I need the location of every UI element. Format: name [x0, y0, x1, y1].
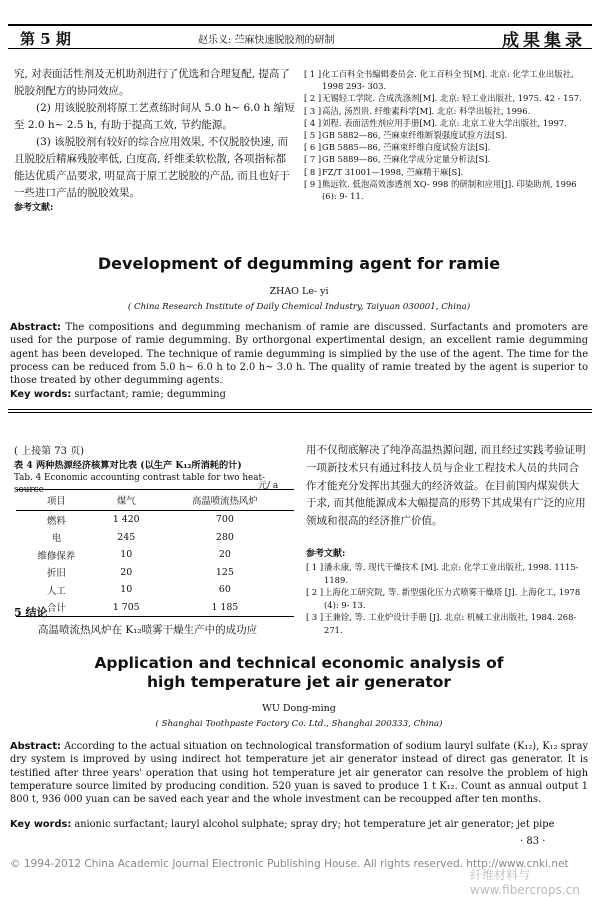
reference-item: [ 4 ] 刘程. 表面活性剂应用手册[M]. 北京: 北京工业大学出版社, 1997. [304, 117, 567, 128]
column-header: 煤气 [97, 490, 156, 511]
article1-title: Development of degumming agent for ramie [97, 254, 501, 273]
table-row: 人工 10 60 [47, 584, 231, 597]
reference-item: [ 5 ] GB 5882—86, 苎麻束纤维断裂强度试验方法[S]. [304, 130, 507, 141]
reference-item: [ 9 ] 熊远钦. 低泡高效渗透剂 XQ- 998 的研制和应用[J]. 印染助剂, 1996 (6): 9- 11. [304, 178, 577, 202]
paragraph: 究, 对表面活性剂及无机助剂进行了优选和合理复配, 提高了脱胶剂配方的协同效应。 [14, 68, 290, 97]
divider [8, 409, 592, 410]
article1-abstract [10, 321, 588, 387]
keywords-text: anionic surfactant; lauryl alcohol sulphate; spray dry; hot temperature jet air generator; jet pipe [74, 819, 555, 830]
section-heading: 5 结论 [14, 606, 48, 619]
paragraph: 用不仅彻底解决了纯净高温热源问题, 而且经过实践考验证明一项新技术只有通过科技人员与企业工程技术人员的共同合作才能充分发挥出其强大的经济效益。在目前国内煤炭供大于求, 而其他能源成本大幅提高的形势下其成果有广泛的应用领域和很高的经济推广价值。 [306, 444, 586, 528]
right-column-text [306, 442, 588, 531]
column-header: 项目 [16, 490, 97, 511]
keywords-text: surfactant; ramie; degumming [74, 389, 226, 400]
references-heading: 参考文献: [306, 549, 346, 559]
keywords-label: Key words: [10, 389, 72, 400]
watermark: 纤维材料与 www.fibercrops.cn [470, 868, 580, 897]
article1-affiliation: ( China Research Institute of Daily Chemical Industry, Taiyuan 030001, China) [127, 302, 471, 312]
table-caption-cn: 表 4 两种热源经济核算对比表 (以生产 K₁₂所消耗的计) [14, 460, 242, 471]
paragraph: (2) 用该脱胶剂将原工艺煮练时间从 5.0 h~ 6.0 h 缩短至 2.0 h~ 2.5 h, 有助于提高工效, 节约能源。 [14, 102, 295, 131]
article2-author: WU Dong-ming [262, 703, 336, 714]
reference-list [304, 68, 590, 202]
table-row: 折旧 20 125 [47, 566, 234, 580]
reference-item: [ 8 ] FZ/T 31001—1998, 苎麻精干麻[S]. [304, 166, 464, 177]
issue-number: 第 5 期 [20, 30, 71, 48]
abstract-text: The compositions and degumming mechanism of ramie are discussed. Surfactants and promoters are used for the purpose of ramie degumming. By orthorgonal expertimental design, an excellent ramie degumming agent has been developed. The technique of ramie degumming is simplied by the use of the agent. The time for the process can be reduced from 5.0 h~ 6.0 h to 2.0 h~ 3.0 h. The quality of ramie treated by the agent is superior to those treated by other degumming agents. [10, 322, 588, 387]
copyright-footer: © 1994-2012 China Academic Journal Electronic Publishing House. All rights reserved. http://www.cnki.net [10, 858, 569, 870]
divider [8, 412, 592, 413]
economic-table [16, 489, 294, 617]
table-caption-en: Tab. 4 Economic accounting contrast table for two heat- source [14, 473, 265, 495]
table-row: 维修保养 10 20 [37, 549, 231, 562]
right-references [306, 548, 588, 636]
reference-item: [ 2 ] 上海化工研究院, 等. 新型强化压力式喷雾干燥塔 [J]. 上海化工, 1978 (4): 9- 13. [306, 587, 581, 610]
reference-item: [ 1 ] 潘永康, 等. 现代干燥技术 [M]. 北京: 化学工业出版社, 1998. 1115- 1189. [306, 562, 579, 585]
page-number: · 83 · [520, 836, 546, 847]
table-row: 燃料 1 420 700 [47, 514, 234, 527]
top-left-text [14, 66, 296, 215]
article1-author: ZHAO Le- yi [269, 286, 329, 297]
section-title: 成果集录 [502, 31, 586, 51]
continuation-note: ( 上接第 73 页) [14, 446, 85, 457]
article2-title-line1: Application and technical economic analysis of [94, 654, 504, 672]
table-unit: 元/ a [258, 481, 279, 491]
abstract-label: Abstract: [10, 322, 61, 333]
column-header: 高温喷流热风炉 [156, 490, 294, 511]
references-heading: 参考文献: [14, 203, 54, 213]
reference-item: [ 3 ] 王兼铨, 等. 工业炉设计手册 [J]. 北京: 机械工业出版社, 1984. 268- 271. [306, 612, 577, 635]
running-header [8, 24, 592, 49]
running-head: 赵乐义: 苎麻快速脱胶剂的研制 [198, 35, 335, 46]
article1-keywords [10, 389, 588, 400]
abstract-label: Abstract: [10, 741, 61, 752]
paragraph: (3) 该脱胶剂有较好的综合应用效果, 不仅脱胶快速, 而且脱胶后精麻残胶率低, 白度高, 纤维柔软松散, 各项指标都能达优质产品要求, 明显高于原工艺脱胶的产品, 而且也好于一些进口产品的脱胶效果。 [14, 136, 290, 199]
reference-item: [ 1 ] 化工百科全书编辑委员会. 化工百科全书[M]. 北京: 化学工业出版社, 1998 293- 303. [304, 69, 574, 92]
table-row: 电 245 280 [51, 531, 234, 545]
keywords-label: Key words: [10, 819, 72, 830]
conclusion-text: 高温喷流热风炉在 K₁₂喷雾干燥生产中的成功应 [38, 624, 258, 636]
abstract-text: According to the actual situation on technological transformation of sodium lauryl sulfate (K₁₂), K₁₂ spray dry system is improved by using indirect hot temperature jet air generator instead of direct gas generator. It is testified after three years' operation that using hot temperature jet air generator can resolve the problem of high temperature source limited by producing condition. 520 yuan is saved to produce 1 t K₁₂. Count as annual output 1 800 t, 936 000 yuan can be saved each year and the whole investment can be recoupped after ten months. [10, 741, 588, 806]
reference-item: [ 7 ] GB 5889—86, 苎麻化学成分定量分析法[S]. [304, 154, 491, 165]
article2-affiliation: ( Shanghai Toothpaste Factory Co. Ltd., Shanghai 200333, China) [155, 719, 443, 729]
article2-abstract [10, 740, 588, 806]
table-header-row [16, 490, 294, 511]
reference-item: [ 2 ] 无锡轻工学院. 合成洗涤剂[M]. 北京: 轻工业出版社, 1975. 42 - 157. [304, 93, 582, 104]
reference-item: [ 6 ] GB 5885—86, 苎麻束纤维白度试验方法[S]. [304, 142, 491, 153]
reference-item: [ 3 ] 高洁, 汤烈贵. 纤维素科学[M]. 北京: 科学出版社, 1996. [304, 105, 531, 116]
article2-keywords [10, 819, 588, 830]
table-row: 合计 1 705 1 185 [16, 599, 294, 617]
article2-title-line2: high temperature jet air generator [146, 673, 452, 691]
